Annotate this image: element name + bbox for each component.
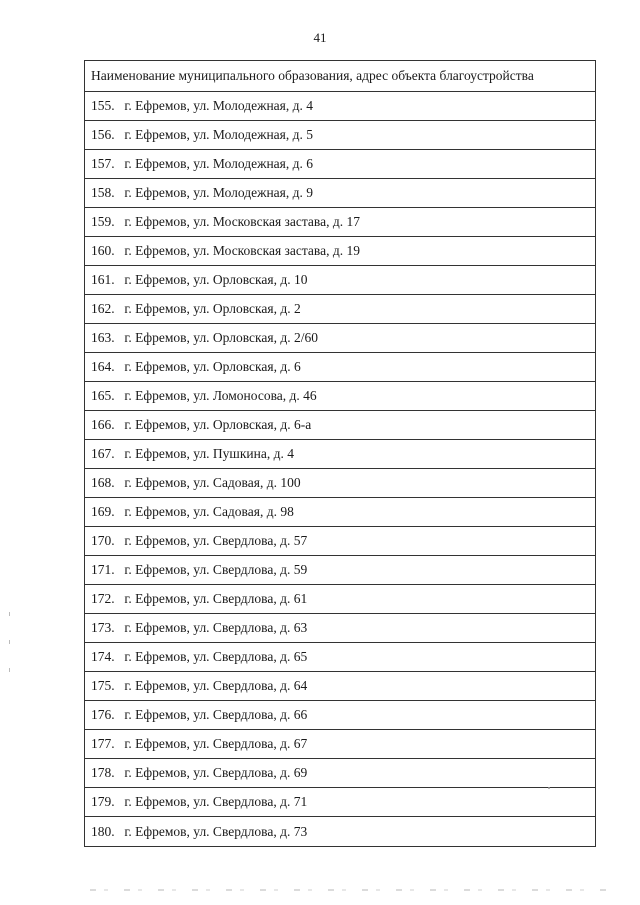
row-number: 175.: [91, 678, 115, 693]
row-number: 178.: [91, 765, 115, 780]
row-number: 166.: [91, 417, 115, 432]
row-address: г. Ефремов, ул. Свердлова, д. 66: [124, 707, 308, 722]
row-address: г. Ефремов, ул. Молодежная, д. 6: [124, 156, 314, 171]
row-address: г. Ефремов, ул. Московская застава, д. 19: [124, 243, 360, 258]
row-address: г. Ефремов, ул. Молодежная, д. 9: [124, 185, 314, 200]
table-row: [85, 730, 595, 759]
row-number: 171.: [91, 562, 115, 577]
page-number: 41: [313, 30, 327, 45]
row-address: г. Ефремов, ул. Свердлова, д. 73: [124, 824, 308, 839]
table-row: [85, 266, 595, 295]
row-address: г. Ефремов, ул. Свердлова, д. 64: [124, 678, 308, 693]
row-address: г. Ефремов, ул. Орловская, д. 2: [124, 301, 301, 316]
table-row: [85, 643, 595, 672]
row-address: г. Ефремов, ул. Орловская, д. 2/60: [124, 330, 318, 345]
row-number: 169.: [91, 504, 115, 519]
table-row: [85, 353, 595, 382]
table-row: [85, 701, 595, 730]
table-row: [85, 411, 595, 440]
row-number: 156.: [91, 127, 115, 142]
table-row: [85, 614, 595, 643]
scan-mark: [9, 612, 10, 616]
row-address: г. Ефремов, ул. Свердлова, д. 69: [124, 765, 308, 780]
row-address: г. Ефремов, ул. Садовая, д. 98: [124, 504, 294, 519]
row-number: 164.: [91, 359, 115, 374]
row-address: г. Ефремов, ул. Свердлова, д. 57: [124, 533, 308, 548]
table-row: [85, 382, 595, 411]
table-row: [85, 469, 595, 498]
table-row: [85, 498, 595, 527]
row-address: г. Ефремов, ул. Свердлова, д. 63: [124, 620, 308, 635]
table-row: [85, 788, 595, 817]
row-address: г. Ефремов, ул. Свердлова, д. 59: [124, 562, 308, 577]
row-number: 161.: [91, 272, 115, 287]
row-address: г. Ефремов, ул. Пушкина, д. 4: [124, 446, 294, 461]
table-body: [85, 92, 595, 847]
row-number: 162.: [91, 301, 115, 316]
row-address: г. Ефремов, ул. Молодежная, д. 4: [124, 98, 314, 113]
row-address: г. Ефремов, ул. Орловская, д. 6: [124, 359, 301, 374]
row-number: 165.: [91, 388, 115, 403]
scan-speck: [548, 787, 550, 789]
table-row: [85, 295, 595, 324]
row-address: г. Ефремов, ул. Свердлова, д. 61: [124, 591, 308, 606]
row-number: 160.: [91, 243, 115, 258]
table-row: [85, 237, 595, 266]
row-number: 159.: [91, 214, 115, 229]
address-table: [84, 60, 596, 847]
row-number: 176.: [91, 707, 115, 722]
scan-noise: [90, 889, 610, 891]
row-address: г. Ефремов, ул. Ломоносова, д. 46: [124, 388, 317, 403]
row-number: 172.: [91, 591, 115, 606]
scan-mark: [9, 640, 10, 644]
row-number: 168.: [91, 475, 115, 490]
table-row: [85, 208, 595, 237]
row-number: 163.: [91, 330, 115, 345]
table-row: [85, 759, 595, 788]
row-address: г. Ефремов, ул. Свердлова, д. 65: [124, 649, 308, 664]
row-number: 157.: [91, 156, 115, 171]
table-header: Наименование муниципального образования, адрес объекта благоустройства: [85, 61, 595, 92]
row-number: 170.: [91, 533, 115, 548]
table-row: [85, 92, 595, 121]
row-number: 177.: [91, 736, 115, 751]
row-number: 179.: [91, 794, 115, 809]
row-number: 173.: [91, 620, 115, 635]
table-row: [85, 179, 595, 208]
table-row: [85, 556, 595, 585]
table-row: [85, 527, 595, 556]
row-address: г. Ефремов, ул. Орловская, д. 10: [124, 272, 308, 287]
table-row: [85, 324, 595, 353]
table-row: [85, 150, 595, 179]
row-address: г. Ефремов, ул. Орловская, д. 6-а: [124, 417, 312, 432]
row-address: г. Ефремов, ул. Свердлова, д. 67: [124, 736, 308, 751]
row-number: 180.: [91, 824, 115, 839]
table-row: [85, 440, 595, 469]
row-address: г. Ефремов, ул. Московская застава, д. 17: [124, 214, 360, 229]
row-number: 155.: [91, 98, 115, 113]
row-number: 167.: [91, 446, 115, 461]
table-row: [85, 585, 595, 614]
row-number: 174.: [91, 649, 115, 664]
row-address: г. Ефремов, ул. Свердлова, д. 71: [124, 794, 308, 809]
table-row: [85, 817, 595, 847]
table-row: [85, 121, 595, 150]
row-address: г. Ефремов, ул. Садовая, д. 100: [124, 475, 301, 490]
scan-mark: [9, 668, 10, 672]
row-address: г. Ефремов, ул. Молодежная, д. 5: [124, 127, 314, 142]
row-number: 158.: [91, 185, 115, 200]
table-row: [85, 672, 595, 701]
